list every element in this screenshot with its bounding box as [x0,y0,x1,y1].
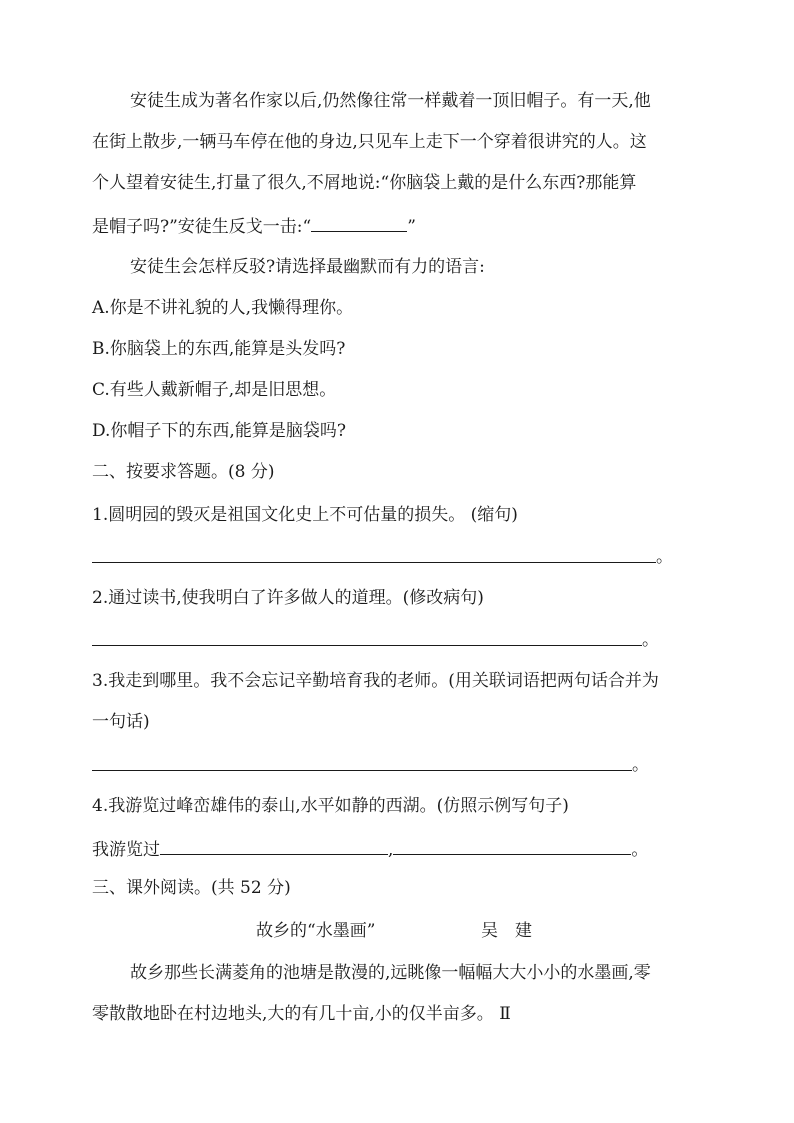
section-2-heading: 二、按要求答题。(8 分) [92,462,275,482]
section-3-heading: 三、课外阅读。(共 52 分) [92,878,291,898]
answer-prefix: 我游览过 [92,840,160,860]
option-c[interactable]: C.有些人戴新帽子,却是旧思想。 [92,380,337,400]
question-3-line-2: 一句话) [92,712,150,732]
story-author: 吴 建 [481,921,532,941]
answer-line-2-period: 。 [642,630,659,650]
answer-separator: , [388,840,394,860]
answer-blank-4a[interactable] [160,836,388,855]
passage-line-3: 个人望着安徒生,打量了很久,不屑地说:“你脑袋上戴的是什么东西?那能算 [92,173,637,193]
answer-line-4-period: 。 [631,840,649,860]
answer-line-3[interactable] [92,770,632,771]
passage-line-4-text: 是帽子吗?”安徒生反戈一击:“ [92,217,312,237]
answer-line-3-period: 。 [632,755,649,775]
option-b[interactable]: B.你脑袋上的东西,能算是头发吗? [92,339,346,359]
question-4-answer-row [92,836,648,861]
answer-blank[interactable] [311,213,407,232]
option-d[interactable]: D.你帽子下的东西,能算是脑袋吗? [92,421,346,441]
passage-line-1: 安徒生成为著名作家以后,仍然像往常一样戴着一顶旧帽子。有一天,他 [130,91,651,111]
option-a[interactable]: A.你是不讲礼貌的人,我懒得理你。 [92,298,354,318]
passage-line-2: 在街上散步,一辆马车停在他的身边,只见车上走下一个穿着很讲究的人。这 [92,132,647,152]
question-4: 4.我游览过峰峦雄伟的泰山,水平如静的西湖。(仿照示例写句子) [92,796,569,816]
question-prompt: 安徒生会怎样反驳?请选择最幽默而有力的语言: [130,257,485,277]
closing-quote: ” [407,217,416,237]
answer-line-1[interactable] [92,562,656,563]
answer-blank-4b[interactable] [393,836,631,855]
question-3-line-1: 3.我走到哪里。我不会忘记辛勤培育我的老师。(用关联词语把两句话合并为 [92,671,659,691]
story-title: 故乡的“水墨画” [256,921,376,941]
story-paragraph-line-2: 零散散地卧在村边地头,大的有几十亩,小的仅半亩多。 Ⅱ [92,1004,511,1024]
answer-line-2[interactable] [92,645,642,646]
question-1: 1.圆明园的毁灭是祖国文化史上不可估量的损失。 (缩句) [92,505,518,525]
question-2: 2.通过读书,使我明白了许多做人的道理。(修改病句) [92,588,484,608]
passage-line-4 [92,213,416,238]
answer-line-1-period: 。 [656,547,673,567]
story-paragraph-line-1: 故乡那些长满菱角的池塘是散漫的,远眺像一幅幅大大小小的水墨画,零 [130,963,651,983]
